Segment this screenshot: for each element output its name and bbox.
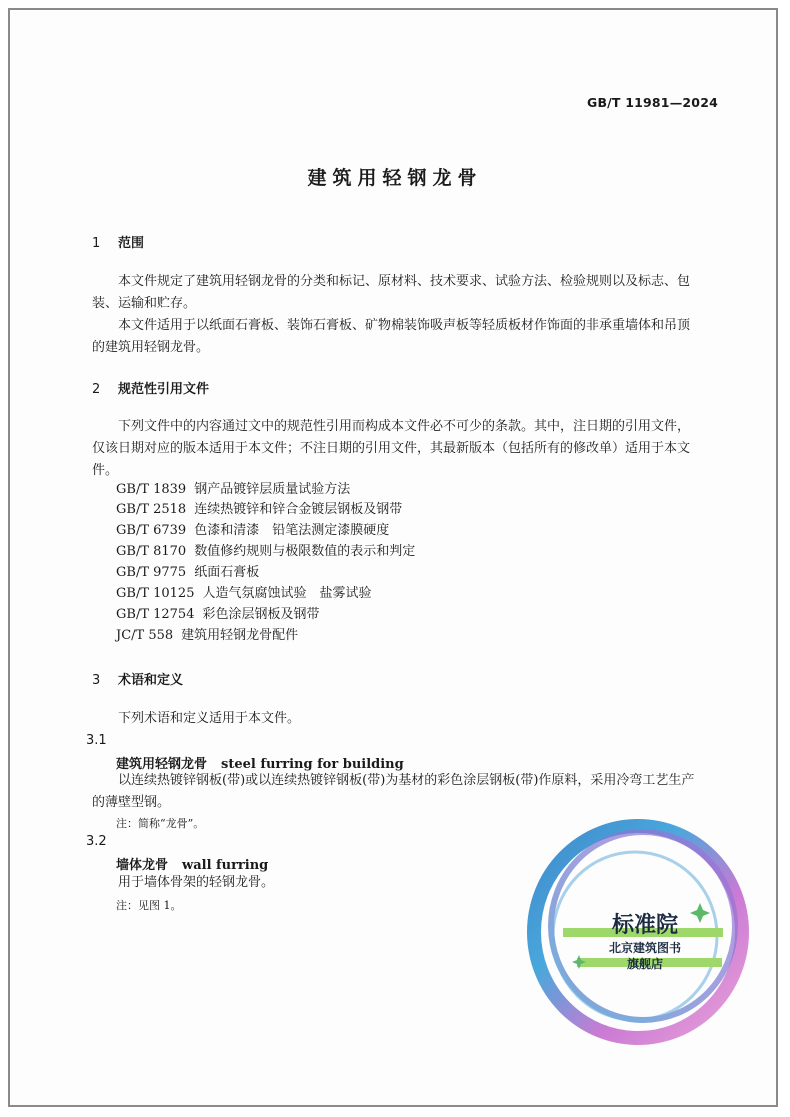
- section-1-paragraph-1: 本文件规定了建筑用轻钢龙骨的分类和标记、原材料、技术要求、试验方法、检验规则以及标志、包装、运输和贮存。: [92, 274, 691, 311]
- reference-code: GB/T 9775: [116, 565, 187, 580]
- section-2-intro: 下列文件中的内容通过文中的规范性引用而构成本文件必不可少的条款。其中，注日期的引用文件，仅该日期对应的版本适用于本文件；不注日期的引用文件，其最新版本（包括所有的修改单）适用于本文件。: [92, 419, 691, 478]
- document-title: 建筑用轻钢龙骨: [307, 167, 483, 189]
- reference-item: [116, 605, 320, 625]
- term-english: wall furring: [182, 858, 269, 873]
- standard-code: GB/T 11981—2024: [586, 95, 718, 110]
- section-1-heading: [92, 232, 144, 251]
- section-title: 术语和定义: [118, 673, 184, 688]
- reference-code: GB/T 1839: [116, 482, 187, 497]
- section-1-paragraph-2: 本文件适用于以纸面石膏板、装饰石膏板、矿物棉装饰吸声板等轻质板材作饰面的非承重墙体和吊顶的建筑用轻钢龙骨。: [92, 318, 691, 355]
- section-number: 3: [92, 673, 101, 688]
- section-title: 范围: [118, 236, 145, 251]
- watermark-store-name: [586, 940, 704, 972]
- reference-title: 建筑用轻钢龙骨配件: [181, 628, 299, 643]
- term-english: steel furring for building: [221, 757, 404, 772]
- reference-item: [116, 521, 389, 541]
- section-2-heading: [92, 378, 209, 397]
- reference-title: 数值修约规则与极限数值的表示和判定: [194, 544, 416, 559]
- term-note: 注：简称“龙骨”。: [116, 817, 205, 830]
- section-3-heading: [92, 669, 183, 688]
- reference-item: [116, 542, 415, 562]
- reference-code: GB/T 12754: [116, 607, 195, 622]
- reference-item: [116, 626, 298, 646]
- section-3-intro: 下列术语和定义适用于本文件。: [118, 711, 301, 726]
- reference-title: 纸面石膏板: [194, 565, 260, 580]
- reference-item: [116, 500, 402, 520]
- clause-number: 3.1: [86, 733, 107, 748]
- term-entry: [116, 854, 268, 873]
- term-definition: 用于墙体骨架的轻钢龙骨。: [118, 875, 275, 890]
- reference-code: GB/T 6739: [116, 523, 187, 538]
- reference-code: GB/T 10125: [116, 586, 195, 601]
- reference-title: 色漆和清漆 铅笔法测定漆膜硬度: [194, 523, 390, 538]
- reference-title: 连续热镀锌和锌合金镀层钢板及钢带: [194, 502, 403, 517]
- term-definition: 以连续热镀锌钢板(带)或以连续热镀锌钢板(带)为基材的彩色涂层钢板(带)作原料，采用冷弯工艺生产的薄壁型钢。: [92, 773, 695, 810]
- term-chinese: 墙体龙骨: [116, 858, 169, 873]
- term-chinese: 建筑用轻钢龙骨: [116, 757, 208, 772]
- reference-title: 彩色涂层钢板及钢带: [202, 607, 320, 622]
- reference-item: [116, 480, 350, 500]
- term-note: 注：见图 1。: [116, 899, 182, 912]
- reference-code: JC/T 558: [116, 628, 174, 643]
- clause-number: 3.2: [86, 834, 107, 849]
- reference-item: [116, 563, 259, 583]
- section-title: 规范性引用文件: [118, 382, 210, 397]
- reference-title: 钢产品镀锌层质量试验方法: [194, 482, 351, 497]
- watermark-brand: 标准院: [611, 913, 678, 938]
- reference-code: GB/T 2518: [116, 502, 187, 517]
- watermark-line-2: 旗舰店: [626, 957, 663, 971]
- reference-item: [116, 584, 372, 604]
- section-number: 1: [92, 236, 101, 251]
- reference-title: 人造气氛腐蚀试验 盐雾试验: [202, 586, 372, 601]
- section-number: 2: [92, 382, 101, 397]
- reference-code: GB/T 8170: [116, 544, 187, 559]
- watermark-line-1: 北京建筑图书: [608, 941, 681, 955]
